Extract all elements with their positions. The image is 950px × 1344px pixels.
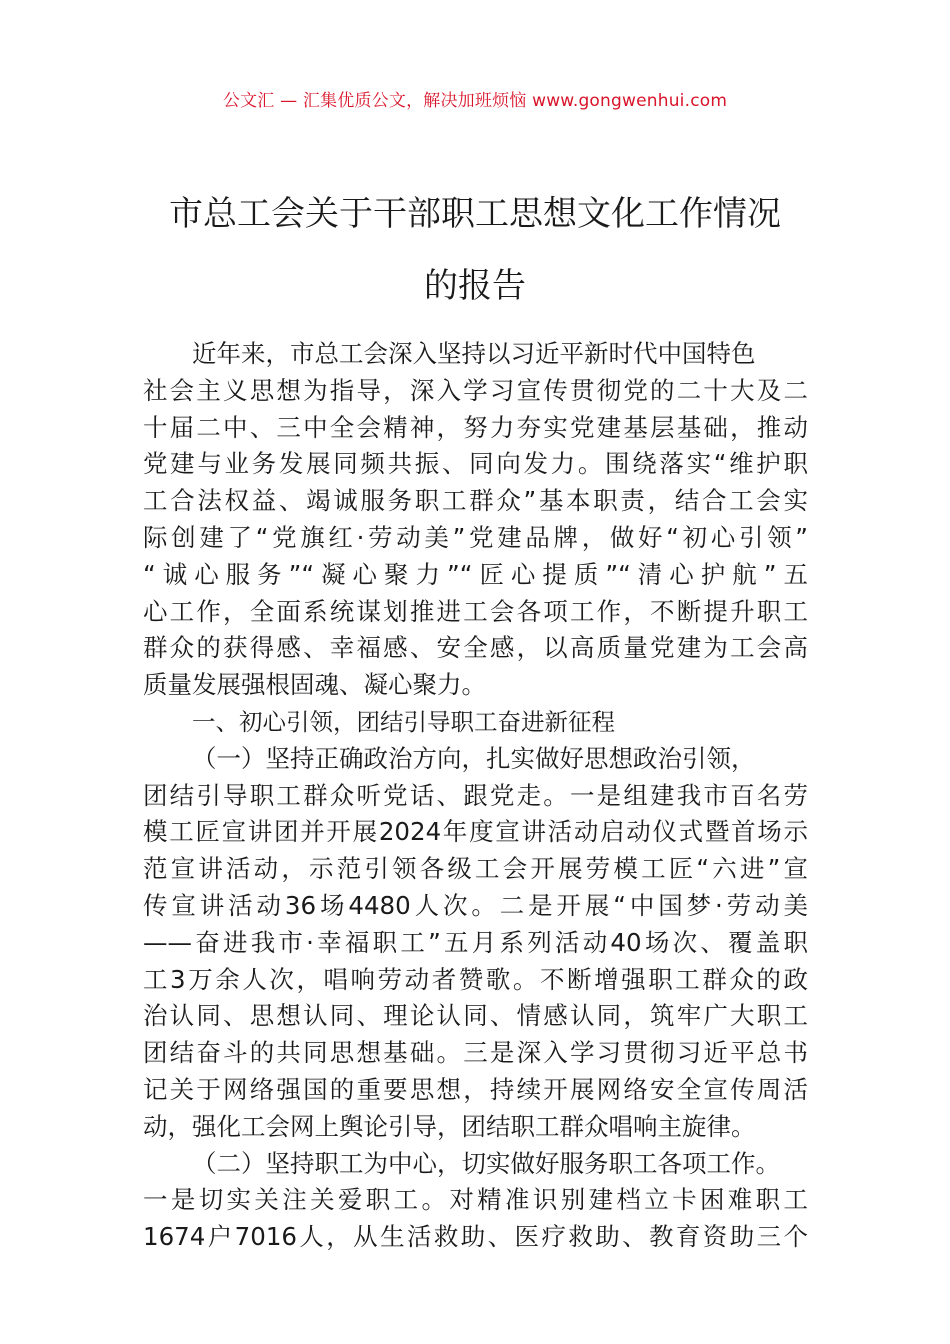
body-line: 社会主义思想为指导，深入学习宣传贯彻党的二十大及二 [143, 375, 808, 405]
body-line: 质量发展强根固魂、凝心聚力。 [143, 670, 486, 700]
subsection-heading: （二）坚持职工为中心，切实做好服务职工各项工作。 [192, 1148, 780, 1178]
body-line: 团结引导职工群众听党话、跟党走。一是组建我市百名劳 [143, 780, 808, 810]
body-line: 党建与业务发展同频共振、同向发力。围绕落实“维护职 [143, 449, 808, 479]
body-line: 团结奋斗的共同思想基础。三是深入学习贯彻习近平总书 [143, 1038, 808, 1068]
watermark-header: 公文汇 — 汇集优质公文，解决加班烦恼 www.gongwenhui.com [222, 91, 728, 111]
body-line: 十届二中、三中全会精神，努力夯实党建基层基础，推动 [143, 412, 808, 442]
body-line: 近年来，市总工会深入坚持以习近平新时代中国特色 [192, 339, 756, 368]
body-line: 一是切实关注关爱职工。对精准识别建档立卡困难职工 [143, 1185, 808, 1215]
body-line: 工3万余人次，唱响劳动者赞歌。不断增强职工群众的政 [143, 964, 808, 994]
body-line: 范宣讲活动，示范引领各级工会开展劳模工匠“六进”宣 [143, 854, 808, 884]
section-heading: 一、初心引领，团结引导职工奋进新征程 [192, 707, 615, 736]
document-body [143, 336, 808, 1256]
body-line: 群众的获得感、幸福感、安全感，以高质量党建为工会高 [143, 633, 808, 663]
body-line: 际创建了“党旗红·劳动美”党建品牌，做好“初心引领” [143, 522, 808, 552]
body-line: ——奋进我市·幸福职工”五月系列活动40场次、覆盖职 [143, 927, 808, 957]
body-line: 工合法权益、竭诚服务职工群众”基本职责，结合工会实 [143, 486, 808, 516]
body-line: 模工匠宣讲团并开展2024年度宣讲活动启动仪式暨首场示 [143, 817, 808, 847]
body-line: 治认同、思想认同、理论认同、情感认同，筑牢广大职工 [143, 1001, 808, 1031]
body-line: 记关于网络强国的重要思想，持续开展网络安全宣传周活 [143, 1074, 808, 1104]
document-title [100, 178, 850, 322]
body-line: 1674户7016人，从生活救助、医疗救助、教育资助三个 [143, 1222, 808, 1252]
body-line: 动，强化工会网上舆论引导，团结职工群众唱响主旋律。 [143, 1111, 756, 1141]
title-line-2: 的报告 [424, 266, 526, 306]
subsection-heading: （一）坚持正确政治方向，扎实做好思想政治引领， [192, 743, 756, 773]
body-line: “诚心服务”“凝心聚力”“匠心提质”“清心护航”五 [143, 559, 808, 589]
body-line: 传宣讲活动36场4480人次。二是开展“中国梦·劳动美 [143, 890, 808, 920]
body-line: 心工作，全面系统谋划推进工会各项工作，不断提升职工 [143, 596, 808, 626]
title-line-1: 市总工会关于干部职工思想文化工作情况 [169, 194, 781, 234]
